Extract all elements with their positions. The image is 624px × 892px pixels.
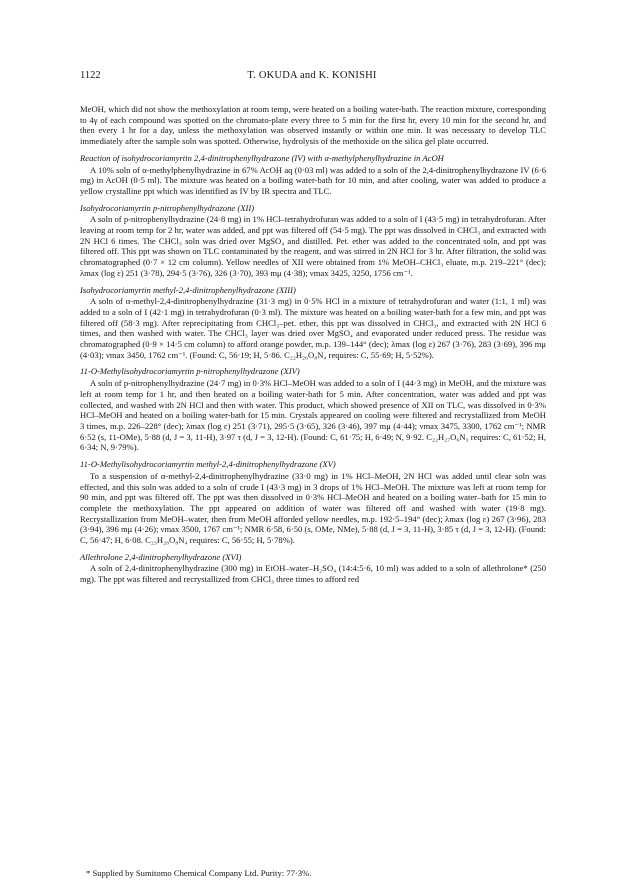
section-heading-xiv: 11-O-Methylisohydrocoriamyrtin p-nitrophenylhydrazone (XIV) (80, 366, 300, 377)
section-heading-xvi: Allethrolone 2,4-dinitrophenylhydrazone (XVI) (80, 551, 242, 562)
running-head-authors: T. OKUDA and K. KONISHI (247, 70, 377, 81)
body-text (80, 104, 546, 585)
section-heading-xii: Isohydrocoriamyrtin p-nitrophenylhydrazone (XII) (80, 202, 255, 213)
section-paragraph-xvi: A soln of 2,4-dinitrophenylhydrazine (300 mg) in EtOH–water–H₂SO₄ (14:4:5·6, 10 ml) was added to a soln of allethrolone* (250 mg). The ppt was filtered and recrystallized from CHCl₃ three times to afford red (80, 563, 546, 585)
section-paragraph-xv: To a suspension of α-methyl-2,4-dinitrophenylhydrazine (33·0 mg) in 1% HCl–MeOH, 2N HCl was added until clear soln was effected, and this soln was added to a soln of crude I (43·3 mg) in 3 drops of 1% HCl–MeOH. The mixture was left at room temp for 90 min, and ppt was filtered off. The ppt was then dissolved in 0·3% HCl–MeOH and heated on a boiling water–bath for 15 min to complete the methoxylation. The ppt appeared on addition of water was filtered off and washed with water (19·8 mg). Recrystallization from MeOH–water, then from MeOH afforded yellow needles, m.p. 192·5–194° (dec); λmax (log ε) 267 (3·96), 283 (3·94), 396 mμ (4·26); νmax 3500, 1767 cm⁻¹; NMR 6·58, 6·50 (s, OMe, NMe), 5·88 (d, J = 3, 11-H), 3·85 τ (d, J = 3, 12-H). (Found: C, 56·47; H, 6·08. C₂₃H₂₈O₈N₄ requires: C, 56·55; H, 5·78%). (80, 470, 546, 546)
intro-paragraph: MeOH, which did not show the methoxylation at room temp, were heated on a boiling water-bath. The reaction mixture, corresponding to 4γ of each compound was spotted on the chromato-plate every three to 5 min for the first hr, every 10 min for the second hr, and then every 1 hr for a day, unless the methoxylation was observed instantly or within one min. It was necessary to develop TLC immediately after the sample soln was spotted. Otherwise, hydrolysis of the methoxide on the silica gel plate occurred. (80, 104, 546, 147)
section-heading-iv: Reaction of isohydrocoriamyrtin 2,4-dinitrophenylhydrazone (IV) with α-methylphenylhydrazine in AcOH (80, 152, 444, 163)
section-heading-xv: 11-O-Methylisohydrocoriamyrtin methyl-2,4-dinitrophenylhydrazone (XV) (80, 459, 336, 470)
footnote: * Supplied by Sumitomo Chemical Company Ltd. Purity: 77·3%. (86, 868, 312, 878)
section-paragraph-xii: A soln of p-nitrophenylhydrazine (24·8 mg) in 1% HCl–tetrahydrofuran was added to a soln of I (43·5 mg) in tetrahydrofuran. After leaving at room temp for 2 hr, water was added, and ppt was filtered off (54·5 mg). The ppt was dissolved in CHCl₃ and extracted with 2N HCl 6 times. The CHCl₃ soln was dried over MgSO₄ and distilled. Pet. ether was added to the concentrated soln, and ppt was filtered off. This ppt was shown on TLC contaminated by the reagent, and was stirred in 2N HCl for 3 hr. After filtration, the solid was chromatographed (0·7 × 12 cm column). Yellow needles of XII were obtained from 1% MeOH–CHCl₃ eluate, m.p. 219–221° (dec); λmax (log ε) 251 (3·78), 294·5 (3·76), 326 (3·70), 393 mμ (4·38); νmax 3425, 3250, 1756 cm⁻¹. (80, 214, 546, 278)
section-heading-xiii: Isohydrocoriamyrtin methyl-2,4-dinitrophenylhydrazone (XIII) (80, 284, 296, 295)
page-number: 1122 (80, 70, 101, 81)
section-paragraph-xiii: A soln of α-methyl-2,4-dinitrophenylhydrazine (31·3 mg) in 0·5% HCl in a mixture of tetrahydrofuran and water (1:1, 1 ml) was added to a soln of I (42·1 mg) in tetrahydrofuran (0·3 ml). The mixture was heated on a boiling water-bath for a few min, and ppt was filtered off (58·3 mg). After reprecipitating from CHCl₃–pet. ether, this ppt was dissolved in CHCl₃, and extracted with 2N HCl 6 times, and then washed with water. The CHCl₃ layer was dried over MgSO₄ and evaporated under reduced press. The residue was chromatographed (0·9 × 14·5 cm column) to afford orange powder, m.p. 139–144° (dec); λmax (log ε) 267 (3·76), 283 (3·69), 396 mμ (4·03); νmax 3450, 1762 cm⁻¹. (Found: C, 56·19; H, 5·86. C₂₂H₂₆O₈N₄ requires: C, 55·69; H, 5·52%). (80, 296, 546, 360)
section-paragraph-xiv: A soln of p-nitrophenylhydrazine (24·7 mg) in 0·3% HCl–MeOH was added to a soln of I (44·3 mg) in MeOH, and the mixture was left at room temp for 1 hr, and then heated on a boiling water-bath for 5 min. After concentration, water was added and ppt was collected, and washed with 2N HCl and then with water. This product, which showed presence of XII on TLC, was dissolved in 0·3% HCl–MeOH and heated on a boiling water-bath for 15 min. Crystals appeared on cooling were filtered and recrystallized from MeOH 3 times, m.p. 226–228° (dec); λmax (log ε) 251 (3·71), 295·5 (3·65), 326 (3·46), 397 mμ (4·44); νmax 3475, 3300, 1762 cm⁻¹; NMR 6·52 (s, 11-OMe), 5·88 (d, J = 3, 11-H), 3·97 τ (d, J = 3, 12-H). (Found: C, 61·75; H, 6·49; N, 9·92. C₂₂H₂₇O₆N₃ requires: C, 61·52; H, 6·34; N, 9·79%). (80, 378, 546, 453)
running-header (80, 70, 544, 84)
section-paragraph-iv: A 10% soln of α-methylphenylhydrazine in 67% AcOH aq (0·03 ml) was added to a soln of the 2,4-dinitrophenylhydrazone IV (6·6 mg) in AcOH (0·5 ml). The mixture was heated on a boiling water-bath for 10 min, and after cooling, water was added to produce a yellow crystalline ppt which was identified as IV by IR spectra and TLC. (80, 164, 546, 196)
